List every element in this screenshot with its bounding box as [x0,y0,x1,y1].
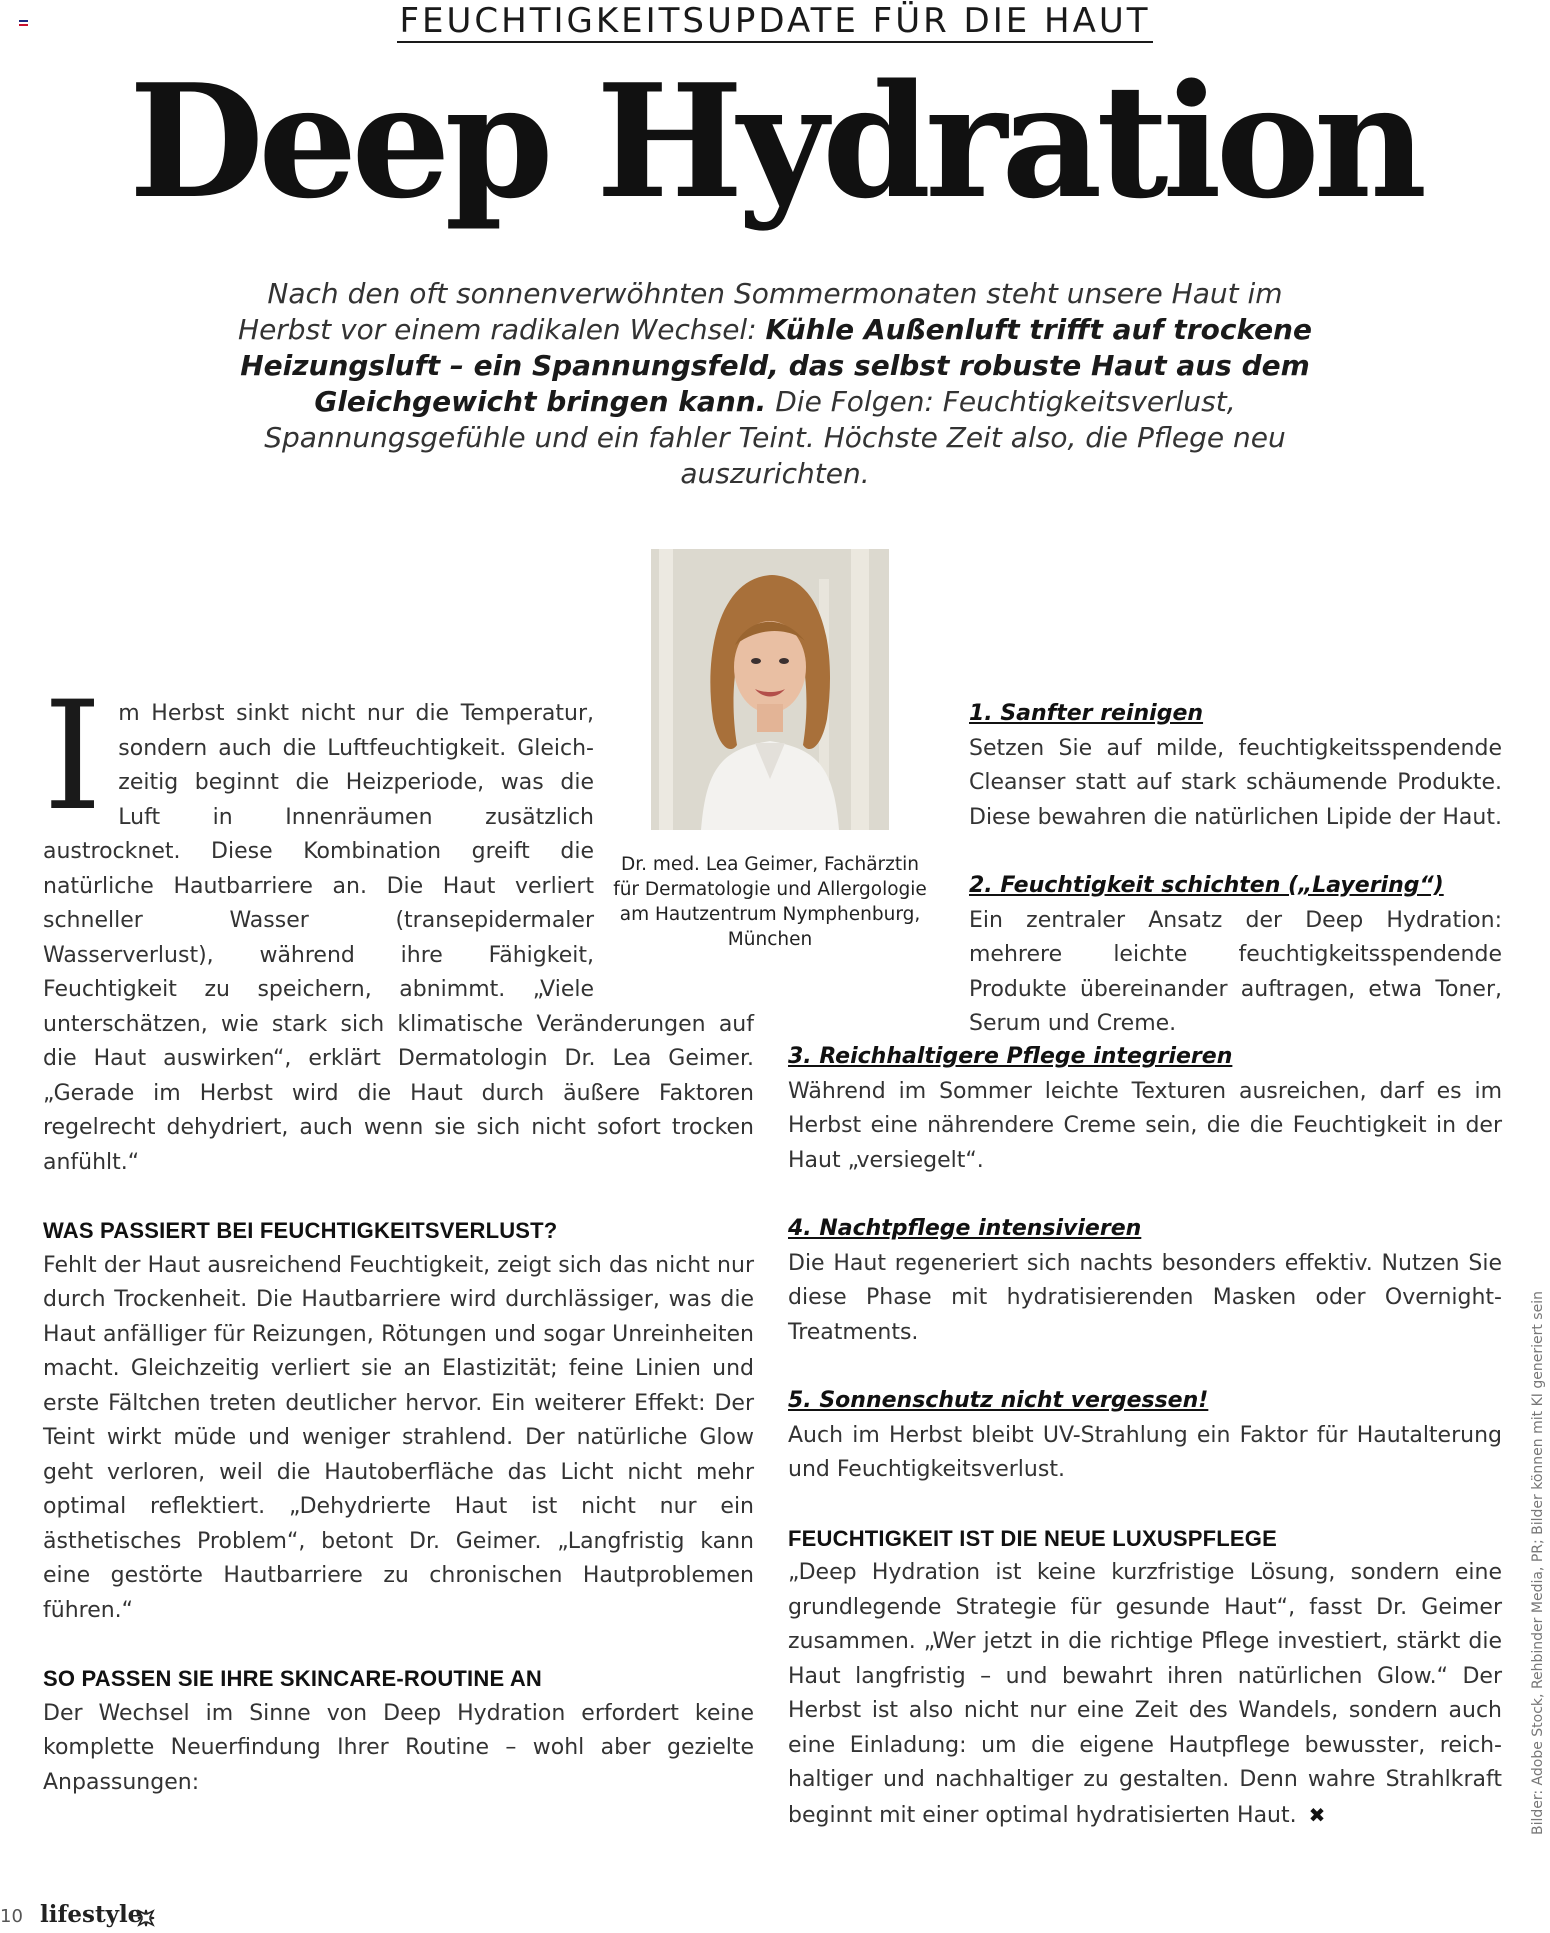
section-heading-moisture-loss: WAS PASSIERT BEI FEUCHTIGKEITSVERLUST? [43,1218,558,1243]
tip-item [788,1212,1502,1350]
tip-item [788,1384,1502,1488]
section-body-routine: Der Wechsel im Sinne von Deep Hydration erfordert keine komplette Neuerfindung Ihrer Routine – wohl aber gezielte Anpassungen: [43,1700,754,1795]
tips-top-column [969,697,1502,1076]
page-title: Deep Hydration [128,50,1422,233]
tip-item [969,869,1502,1042]
section-brand: lifestyle [40,1901,143,1928]
tip-body: Während im Sommer leichte Texturen ausreichen, darf es im Herbst eine nährendere Creme sein, die die Feuchtigkeit in der Haut „versiegelt“. [788,1078,1502,1173]
left-column [43,670,754,1800]
image-credit: Bilder: Adobe Stock, Rehbinder Media, PR; Bilder können mit KI generiert sein [1530,1291,1546,1835]
tip-body: Setzen Sie auf milde, feuchtigkeitsspendende Cleanser statt auf stark schäumende Produkte. Diese bewahren die natürlichen Lipide der Haut. [969,735,1502,830]
lead-paragraph: Nach den oft sonnenverwöhnten Sommermonaten steht unsere Haut im Herbst vor einem radikalen Wechsel: Kühle Außenluft trifft auf trockene Heizungsluft – ein Spannungsfeld, das selbst robuste Haut aus dem Gleichgewicht bringen kann. Die Folgen: Feuchtigkeitsverlust, Spannungsgefühle und ein fahler Teint. Höchste Zeit also, die Pflege neu auszurichten. [238,277,1312,490]
tip-body: Auch im Herbst bleibt UV-Strahlung ein Faktor für Hautalterung und Feuchtigkeitsverlust. [788,1422,1502,1482]
closing-heading: FEUCHTIGKEIT IST DIE NEUE LUXUSPFLEGE [788,1525,1277,1551]
closing-paragraph: „Deep Hydration ist keine kurzfristige Lösung, sondern eine grundlegende Strategie für gesunde Haut“, fasst Dr. Geimer zusammen. „Wer jetzt in die richtige Pflege investiert, stärkt die Haut langfristig – und bewahrt ihren natürlichen Glow.“ Der Herbst ist also nicht nur eine Zeit des Wandels, sondern auch eine Einladung: um die eigene Hautpflege bewusster, reichhaltiger und nachhaltiger zu gestalten. Denn wahre Strahlkraft beginnt mit einer optimal hydratisierten Haut. ✖ [788,1556,1502,1833]
tips-bottom-column [788,1040,1502,1833]
brand-logo-icon [136,1908,156,1928]
portrait-caption: Dr. med. Lea Geimer, Fachärztin für Dermatologie und Allergologie am Hautzentrum Nymphenburg, München [613,854,927,950]
section-heading-routine: SO PASSEN SIE IHRE SKINCARE-ROUTINE AN [43,1666,542,1691]
tip-body: Ein zentraler Ansatz der Deep Hydration: mehrere leichte feuchtigkeitsspendende Produkte übereinander auftragen, etwa Toner, Serum und Creme. [969,907,1502,1036]
tip-item [969,697,1502,835]
tip-item [788,1040,1502,1178]
dropcap: I [43,670,103,844]
section-body-moisture-loss: Fehlt der Haut ausreichend Feuchtigkeit, zeigt sich das nicht nur durch Trockenheit. Die Hautbarriere wird durchlässiger, was die Haut anfälliger für Reizungen, Rötungen und sogar Unreinheiten macht. Gleichzeitig verliert sie an Elastizität; feine Linien und erste Fältchen treten deutlicher hervor. Ein weiterer Effekt: Der Teint wirkt müde und weniger strahlend. Der natürliche Glow geht verloren, weil die Hautoberfläche das Licht nicht mehr optimal reflektiert. „Dehydrierte Haut ist nicht nur ein ästhetisches Problem“, betont Dr. Geimer. „Langfristig kann eine gestörte Hautbarriere zu chronischen Hautproblemen führen.“ [43,1252,754,1623]
intro-paragraph: Im Herbst sinkt nicht nur die Temperatur, sondern auch die Luftfeuchtigkeit. Gleichzeitig beginnt die Heizperiode, was die Luft in Innenräumen zusätzlich austrocknet. Diese Kombination greift die natürliche Hautbarriere an. Die Haut verliert schneller Wasser (transepidermaler Wasserverlust), während ihre Fähigkeit, Feuchtigkeit zu speichern, abnimmt. „Viele unterschätzen, wie stark sich klimatische Veränderungen auf die Haut auswirken“, erklärt Dermatologin Dr. Lea Geimer. „Gerade im Herbst wird die Haut durch äußere Faktoren regelrecht dehydriert, auch wenn sie sich nicht sofort trocken anfühlt.“ [43,670,754,1175]
tip-title: 2. Feuchtigkeit schichten („Layering“) [969,873,1444,898]
tip-title: 5. Sonnenschutz nicht vergessen! [788,1388,1209,1413]
tip-title: 1. Sanfter reinigen [969,701,1204,726]
tip-title: 3. Reichhaltigere Pflege integrieren [788,1044,1233,1069]
tip-body: Die Haut regeneriert sich nachts besonders effektiv. Nutzen Sie diese Phase mit hydratisierenden Masken oder Overnight-Treatments. [788,1250,1502,1345]
kicker-heading: FEUCHTIGKEITSUPDATE FÜR DIE HAUT [399,1,1151,41]
tip-title: 4. Nachtpflege intensivieren [788,1216,1142,1241]
photo-spacer [594,697,754,977]
end-mark-icon: ✖ [1308,1802,1326,1827]
page-number: 10 [0,1906,23,1927]
